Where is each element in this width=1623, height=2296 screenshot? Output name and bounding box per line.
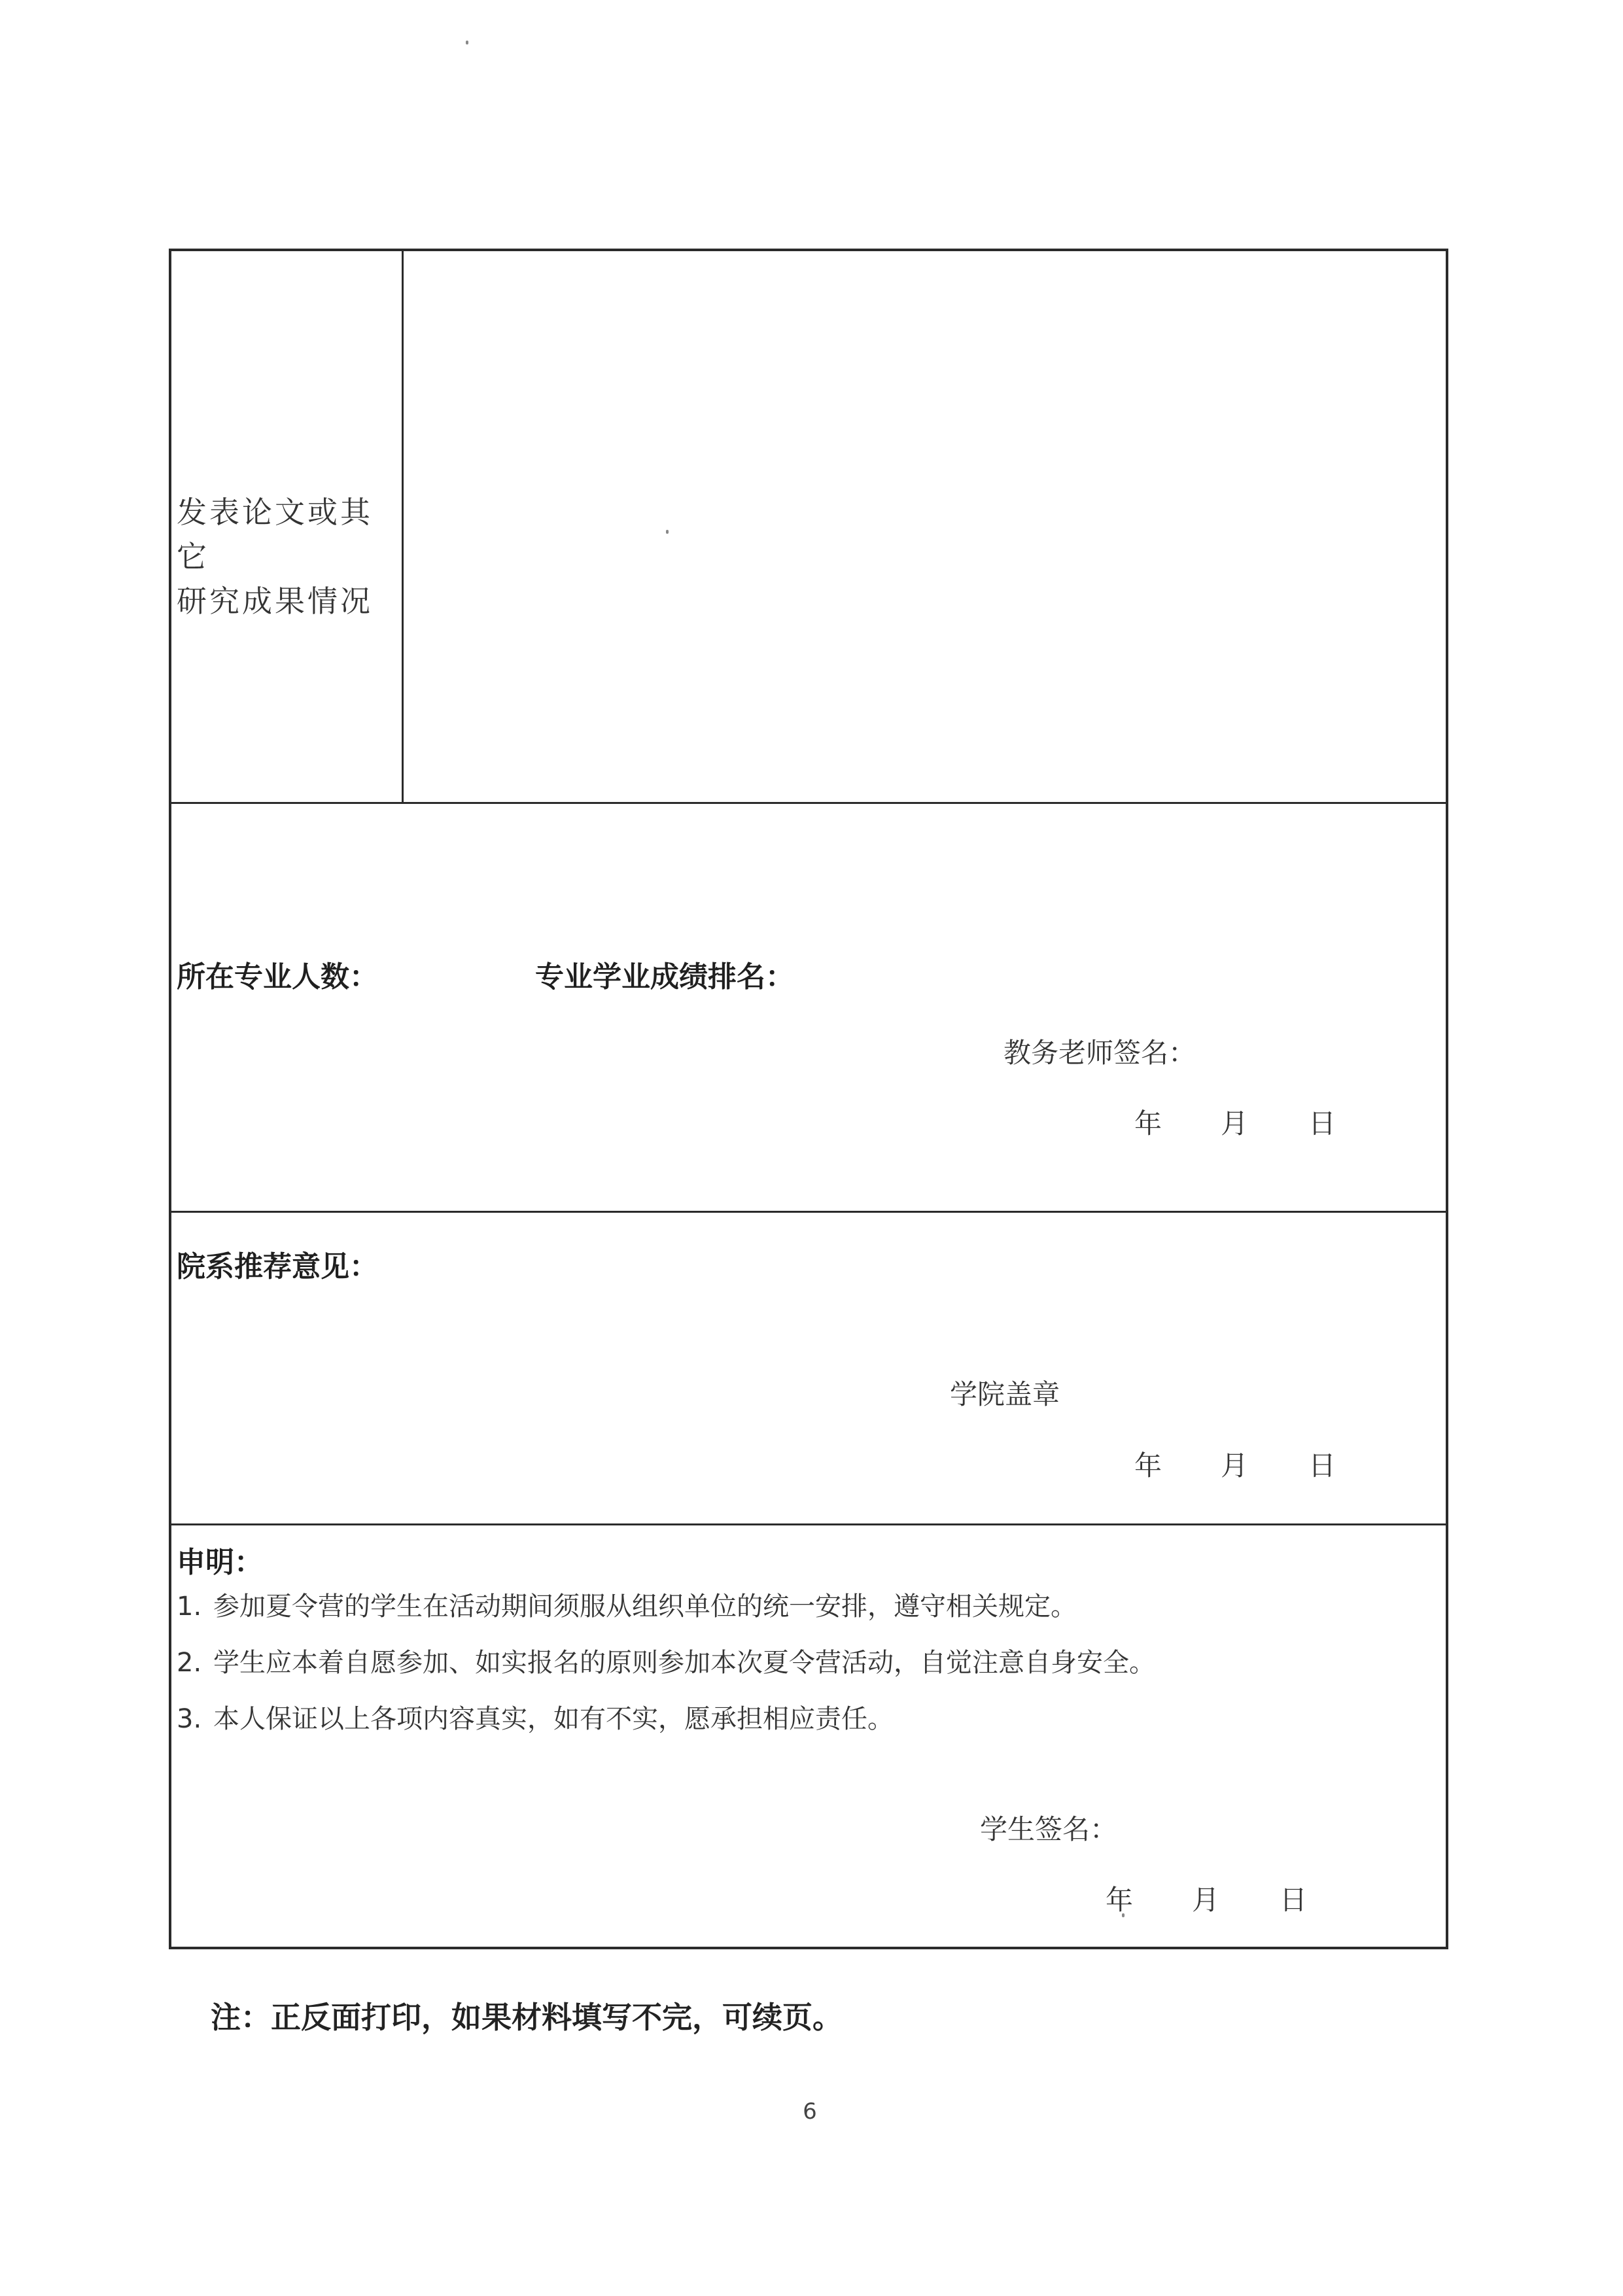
date-month-label: 月	[1192, 1884, 1220, 1916]
department-opinion-label: 院系推荐意见：	[177, 1250, 378, 1283]
declaration-item-text: 参加夏令营的学生在活动期间须服从组织单位的统一安排，遵守相关规定。	[213, 1592, 1077, 1622]
date-day-label: 日	[1308, 1450, 1336, 1482]
declaration-title: 申明：	[177, 1546, 263, 1579]
scan-speck	[466, 41, 468, 44]
major-count-label: 所在专业人数：	[177, 960, 378, 994]
publications-label-cell	[171, 251, 404, 802]
student-signature-label: 学生签名：	[980, 1813, 1118, 1845]
date-month-label: 月	[1221, 1107, 1249, 1139]
date-day-label: 日	[1280, 1884, 1308, 1916]
date-month-label: 月	[1221, 1450, 1249, 1482]
teacher-sign-date	[1134, 1102, 1357, 1139]
declaration-item-number: 1.	[177, 1592, 202, 1622]
printing-note: 注：正反面打印，如果材料填写不完，可续页。	[211, 2000, 843, 2035]
declaration-section	[171, 1525, 1446, 1947]
declaration-item-text: 本人保证以上各项内容真实，如有不实，愿承担相应责任。	[213, 1704, 894, 1734]
publications-label-line1: 发表论文或其它	[177, 495, 373, 574]
page-number: 6	[803, 2098, 817, 2125]
department-date	[1134, 1444, 1357, 1482]
date-year-label: 年	[1106, 1884, 1134, 1916]
publications-label	[177, 490, 402, 623]
publications-label-line2: 研究成果情况	[177, 583, 373, 619]
declaration-item-3	[177, 1698, 894, 1735]
declaration-item-2	[177, 1642, 1155, 1679]
major-rank-label: 专业学业成绩排名：	[535, 960, 794, 994]
teacher-signature-label: 教务老师签名：	[1003, 1037, 1196, 1069]
declaration-item-text: 学生应本着自愿参加、如实报名的原则参加本次夏令营活动，自觉注意自身安全。	[213, 1648, 1155, 1678]
major-ranking-section	[171, 804, 1446, 1213]
publications-content-field[interactable]	[404, 251, 1446, 802]
declaration-item-number: 3.	[177, 1704, 202, 1734]
declaration-item-number: 2.	[177, 1648, 202, 1678]
student-sign-date	[1106, 1879, 1328, 1916]
date-year-label: 年	[1134, 1107, 1162, 1139]
application-form-table	[169, 249, 1448, 1949]
date-year-label: 年	[1134, 1450, 1162, 1482]
publications-section	[171, 251, 1446, 804]
department-recommendation-section	[171, 1213, 1446, 1525]
college-seal-label: 学院盖章	[950, 1378, 1060, 1410]
declaration-item-1	[177, 1586, 1077, 1623]
date-day-label: 日	[1308, 1107, 1336, 1139]
